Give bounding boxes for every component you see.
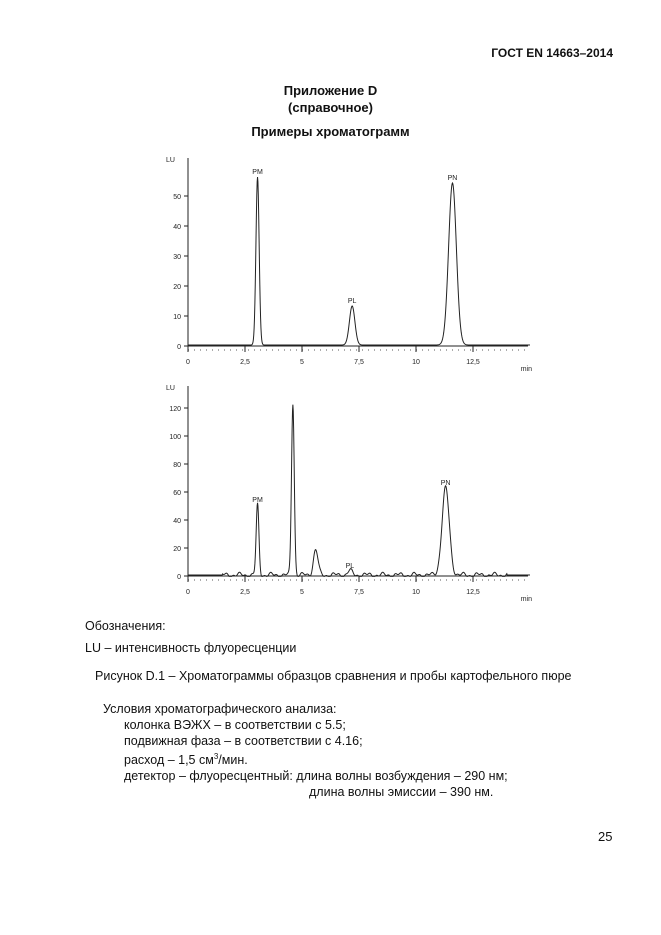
y-tick-label: 30 <box>173 254 181 261</box>
y-tick-label: 50 <box>173 194 181 201</box>
page-number: 25 <box>598 829 613 844</box>
x-tick-label: 2,5 <box>240 359 250 366</box>
peak-label: PN <box>447 175 458 182</box>
x-tick-label: 7,5 <box>354 589 364 596</box>
x-tick-label: 10 <box>412 589 420 596</box>
chromatogram-2 <box>150 380 550 610</box>
x-tick-label: 5 <box>300 359 304 366</box>
y-tick-label: 10 <box>173 314 181 321</box>
x-tick-label: 2,5 <box>240 589 250 596</box>
x-axis-label: min <box>520 366 532 373</box>
standard-number: ГОСТ EN 14663–2014 <box>491 46 613 60</box>
annex-heading: Примеры хроматограмм <box>251 124 410 139</box>
peak-label: PL <box>347 298 357 305</box>
annex-title: Приложение D <box>283 83 378 98</box>
flow-prefix: расход – 1,5 см <box>124 753 214 768</box>
x-tick-label: 0 <box>186 589 190 596</box>
y-tick-label: 100 <box>169 434 181 441</box>
condition-flow <box>103 749 508 768</box>
y-tick-label: 60 <box>173 490 181 497</box>
x-tick-label: 7,5 <box>354 359 364 366</box>
x-tick-label: 0 <box>186 359 190 366</box>
analysis-conditions <box>103 701 508 800</box>
legend-lu: LU – интенсивность флуоресценции <box>85 641 297 655</box>
condition-column: колонка ВЭЖХ – в соответствии с 5.5; <box>124 718 346 732</box>
y-tick-label: 80 <box>173 462 181 469</box>
x-tick-label: 12,5 <box>466 589 480 596</box>
condition-mobile-phase: подвижная фаза – в соответствии с 4.16; <box>124 734 363 748</box>
y-tick-label: 20 <box>173 284 181 291</box>
y-tick-label: 120 <box>169 406 181 413</box>
peak-label: PM <box>252 497 263 504</box>
y-tick-label: 40 <box>173 224 181 231</box>
y-tick-label: 0 <box>177 344 181 351</box>
chromatogram-1 <box>150 150 550 380</box>
conditions-heading: Условия хроматографического анализа: <box>103 702 337 716</box>
peak-label: PM <box>252 169 263 176</box>
flow-sup: 3 <box>213 752 219 761</box>
y-tick-label: 0 <box>177 574 181 581</box>
figure-caption: Рисунок D.1 – Хроматограммы образцов сравнения и пробы картофельного пюре <box>95 669 572 683</box>
condition-detector: детектор – флуоресцентный: длина волны возбуждения – 290 нм; <box>124 769 508 784</box>
flow-suffix: /мин. <box>218 753 248 768</box>
x-tick-label: 12,5 <box>466 359 480 366</box>
y-axis-label: LU <box>166 385 175 392</box>
peak-label: PN <box>440 480 451 488</box>
condition-emission: длина волны эмиссии – 390 нм. <box>309 785 494 800</box>
y-axis-label: LU <box>166 157 175 164</box>
y-tick-label: 40 <box>173 518 181 525</box>
y-tick-label: 20 <box>173 546 181 553</box>
peak-label: PL <box>345 562 355 570</box>
x-tick-label: 5 <box>300 589 304 596</box>
legend-heading: Обозначения: <box>85 619 166 633</box>
x-axis-label: min <box>520 596 532 603</box>
annex-subtitle: (справочное) <box>288 100 373 115</box>
x-tick-label: 10 <box>412 359 420 366</box>
chromatogram-trace <box>188 405 530 577</box>
chromatogram-trace <box>188 177 530 345</box>
